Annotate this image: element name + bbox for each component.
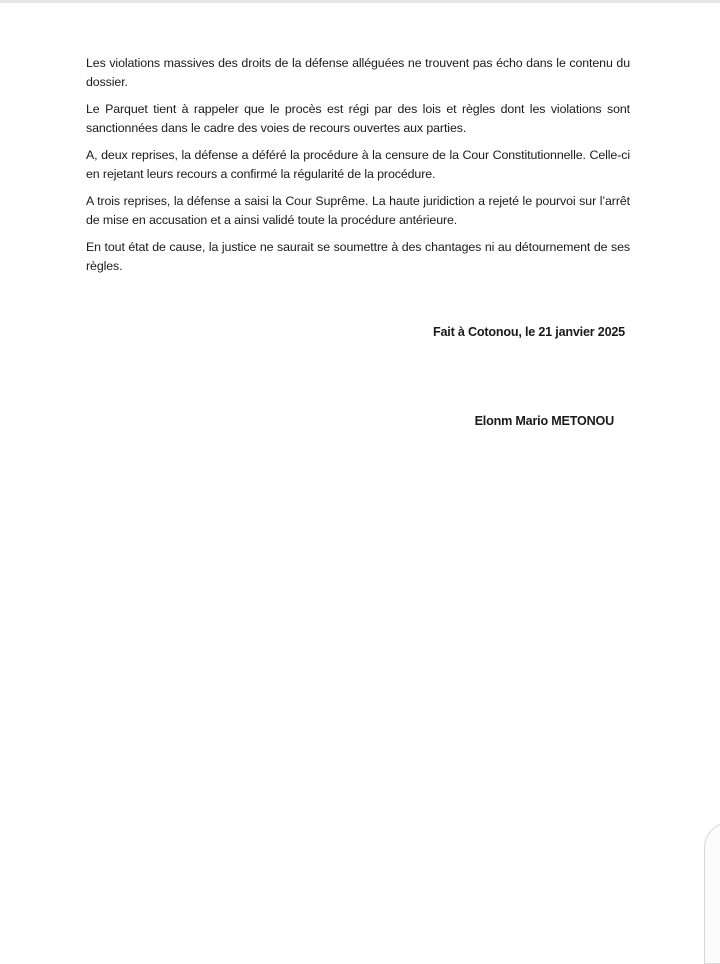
paragraph-supreme-court: A trois reprises, la défense a saisi la Cour Suprême. La haute juridiction a rejeté le pourvoi sur l’arrêt de mise en accusation et a ainsi validé toute la procédure antérieure. bbox=[86, 194, 630, 227]
document-body bbox=[86, 54, 630, 284]
paragraph-conclusion: En tout état de cause, la justice ne saurait se soumettre à des chantages ni au détournement de ses règles. bbox=[86, 240, 630, 273]
paragraph-constitutional-court: A, deux reprises, la défense a déféré la procédure à la censure de la Cour Constitutionnelle. Celle-ci en rejetant leurs recours a confirmé la régularité de la procédure. bbox=[86, 148, 630, 181]
place-and-date: Fait à Cotonou, le 21 janvier 2025 bbox=[433, 325, 625, 339]
paragraph-defense-rights: Les violations massives des droits de la défense alléguées ne trouvent pas écho dans le contenu du dossier. bbox=[86, 56, 630, 89]
page-top-edge bbox=[0, 0, 720, 3]
signatory-name: Elonm Mario METONOU bbox=[474, 414, 614, 428]
paragraph-parquet-reminder: Le Parquet tient à rappeler que le procès est régi par des lois et règles dont les violations sont sanctionnées dans le cadre des voies de recours ouvertes aux parties. bbox=[86, 102, 630, 135]
page-curl-corner bbox=[704, 822, 720, 964]
